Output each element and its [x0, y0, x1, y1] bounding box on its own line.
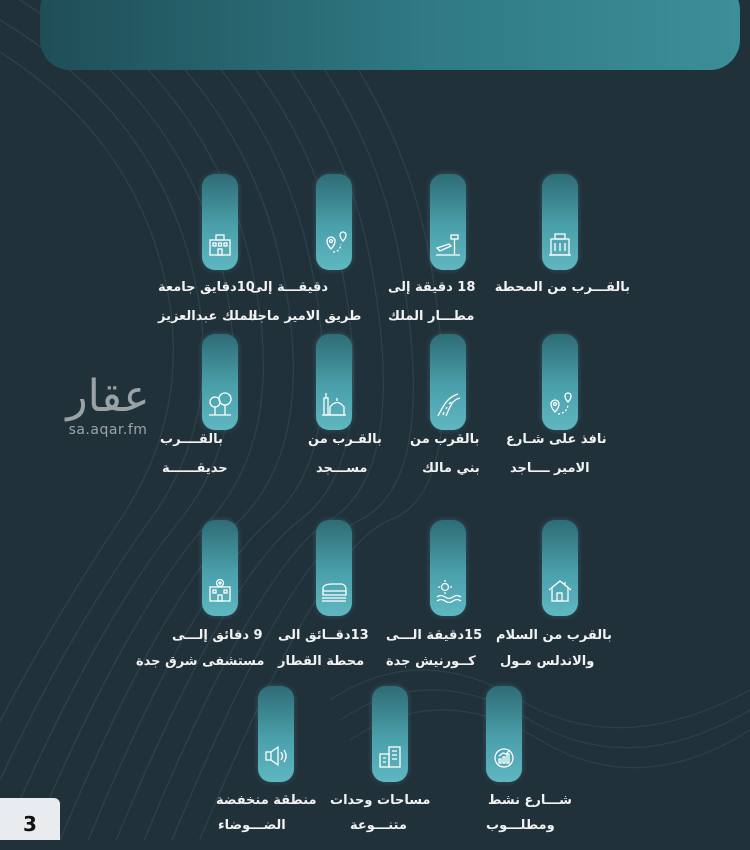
top-banner — [40, 0, 740, 70]
feature-label: مستشفى شرق جدة — [136, 654, 265, 669]
feature-label: مســـجد — [316, 461, 368, 476]
speaker-low-icon — [262, 742, 290, 770]
route-pin-icon — [320, 230, 348, 258]
train-icon — [320, 576, 348, 604]
trees-icon — [206, 390, 234, 418]
beach-icon — [434, 576, 462, 604]
feature-label: منطقة منخفضة — [216, 793, 317, 808]
feature-label: الضـــوضاء — [218, 818, 286, 833]
mosque-icon — [320, 390, 348, 418]
feature-label: بالقـــرب من المحطة — [494, 280, 630, 295]
feature-label: مساحات وحدات — [330, 793, 431, 808]
feature-label: بالقرب من — [410, 432, 480, 447]
feature-label: الامير ــــاجد — [510, 461, 590, 476]
feature-icon-pill — [542, 334, 578, 430]
feature-icon-pill — [486, 686, 522, 782]
feature-icon-pill — [202, 520, 238, 616]
feature-icon-pill — [258, 686, 294, 782]
feature-label: بني مالك — [422, 461, 480, 476]
office-buildings-icon — [376, 742, 404, 770]
feature-label: نافذ على شـارع — [506, 432, 607, 447]
feature-icon-pill — [542, 520, 578, 616]
airport-icon — [434, 230, 462, 258]
feature-label: متنـــوعة — [350, 818, 407, 833]
road-icon — [434, 390, 462, 418]
feature-icon-pill — [430, 174, 466, 270]
feature-icon-pill — [316, 334, 352, 430]
hospital-icon — [206, 576, 234, 604]
growth-chart-icon — [490, 742, 518, 770]
feature-label: 9 دقائق إلـــى — [172, 628, 263, 643]
feature-icon-pill — [372, 686, 408, 782]
aqar-watermark — [48, 372, 168, 438]
feature-label: بالقـرب من — [308, 432, 382, 447]
feature-icon-pill — [202, 334, 238, 430]
page-number: 3 — [0, 798, 60, 840]
route-pin-icon — [546, 390, 574, 418]
aqar-url: sa.aqar.fm — [68, 422, 148, 438]
feature-label: محطة القطار — [278, 654, 365, 669]
feature-label: مطـــار الملك — [388, 309, 475, 324]
station-building-icon — [546, 230, 574, 258]
feature-icon-pill — [430, 334, 466, 430]
feature-label: 10دقايق جامعة — [158, 280, 255, 295]
feature-label: طريق الامير ماجد — [250, 309, 362, 324]
feature-label: دقيقـــة إلى — [250, 280, 329, 295]
feature-icon-pill — [542, 174, 578, 270]
feature-label: كــورنيش جدة — [386, 654, 476, 669]
feature-label: 18 دقيقة إلى — [388, 280, 476, 295]
feature-label: 15دقيقة الـــى — [386, 628, 483, 643]
feature-label: ومطلـــوب — [486, 818, 555, 833]
feature-label: حديقــــــة — [162, 461, 228, 476]
feature-icon-pill — [316, 174, 352, 270]
aqar-logo: عقار — [66, 371, 150, 422]
feature-icon-pill — [316, 520, 352, 616]
feature-label: الملك عبدالعزيز — [158, 309, 258, 324]
feature-label: والاندلس مـول — [500, 654, 595, 669]
university-building-icon — [206, 230, 234, 258]
feature-label: بالقــــرب — [160, 432, 223, 447]
feature-label: شـــارع نشط — [488, 793, 572, 808]
feature-icon-pill — [430, 520, 466, 616]
feature-icon-pill — [202, 174, 238, 270]
feature-label: 13دقــائق الى — [278, 628, 369, 643]
house-icon — [546, 576, 574, 604]
feature-label: بالقرب من السلام — [496, 628, 612, 643]
